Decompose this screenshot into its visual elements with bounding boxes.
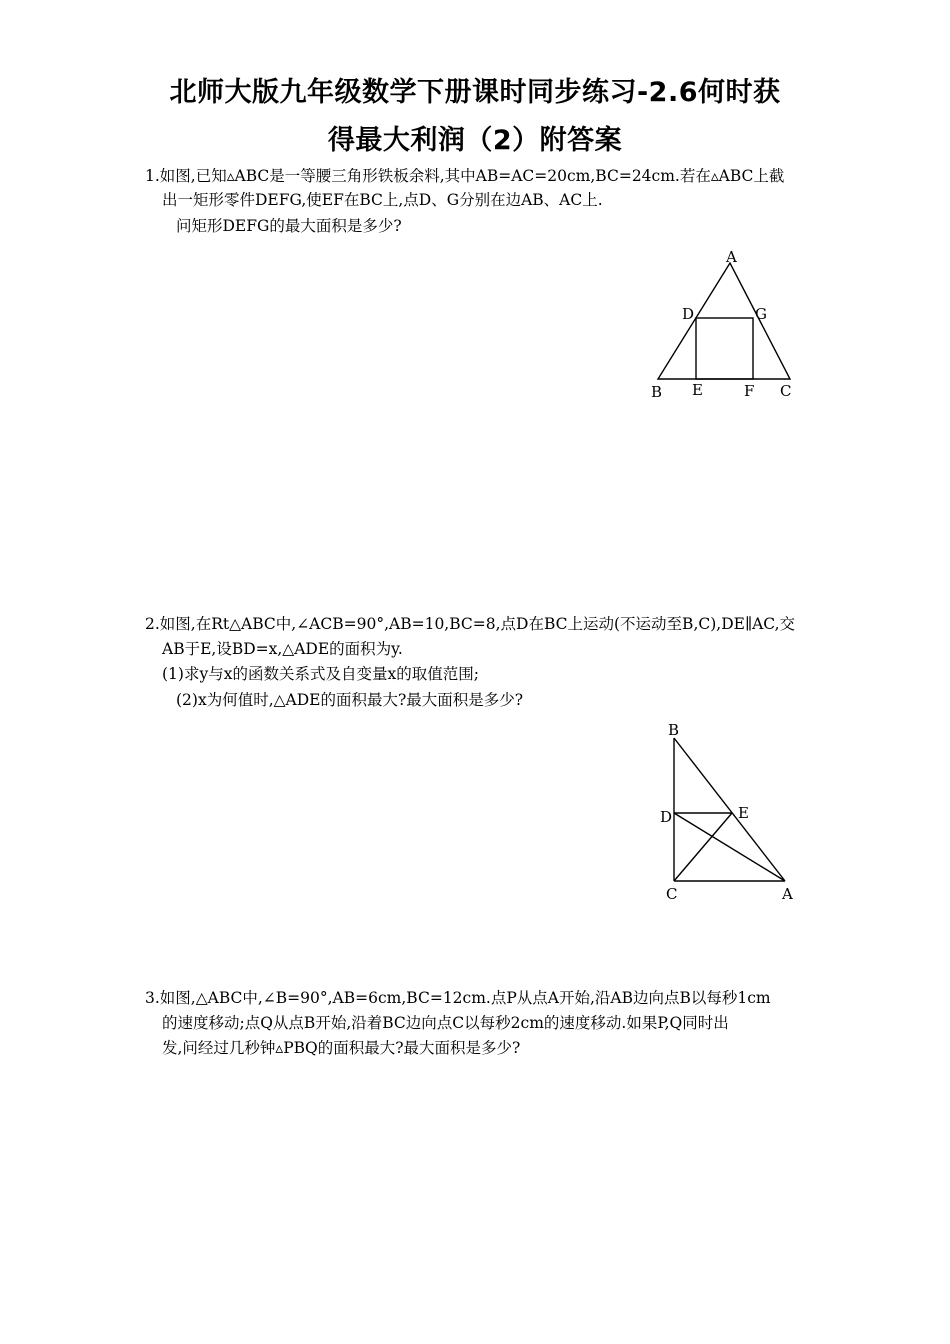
q1-label-c: C [780,382,792,400]
q1-label-e: E [692,381,703,399]
q1-label-d: D [682,305,695,323]
q1-label-f: F [744,382,755,400]
q1-label-g: G [755,305,767,323]
q2-label-a: A [782,885,793,903]
q2-text-line-3: (1)求y与x的函数关系式及自变量x的取值范围; [162,665,479,683]
document-title-line-1: 北师大版九年级数学下册课时同步练习-2.6何时获 [169,77,781,108]
q2-text-line-2: AB于E,设BD=x,△ADE的面积为y. [162,640,403,658]
q1-rectangle-defg [696,318,753,379]
q2-triangle-figure [650,710,810,910]
q2-label-c: C [666,885,678,903]
q2-label-e: E [738,804,749,822]
q1-text-line-2: 出一矩形零件DEFG,使EF在BC上,点D、G分别在边AB、AC上. [162,191,603,209]
q1-label-b: B [651,383,663,401]
document-title-line-2: 得最大利润（2）附答案 [327,125,623,156]
q2-text-line-4: (2)x为何值时,△ADE的面积最大?最大面积是多少? [176,691,524,709]
q2-text-line-1: 2.如图,在Rt△ABC中,∠ACB=90°,AB=10,BC=8,点D在BC上运动(不运动至B,C),DE∥AC,交 [145,615,796,633]
q2-segment-ce [674,813,732,881]
q2-side-ab [674,738,785,881]
q1-text-line-1: 1.如图,已知▵ABC是一等腰三角形铁板余料,其中AB=AC=20cm,BC=24cm.若在▵ABC上截 [145,167,785,185]
q1-triangle-figure [640,240,800,405]
q2-label-b: B [668,721,680,739]
q1-triangle-abc [658,263,790,379]
q1-text-line-3: 问矩形DEFG的最大面积是多少? [176,217,402,235]
q2-label-d: D [660,808,673,826]
q3-text-line-1: 3.如图,△ABC中,∠B=90°,AB=6cm,BC=12cm.点P从点A开始,沿AB边向点B以每秒1cm [145,989,771,1007]
q3-text-line-2: 的速度移动;点Q从点B开始,沿着BC边向点C以每秒2cm的速度移动.如果P,Q同时出 [162,1014,729,1032]
q3-text-line-3: 发,问经过几秒钟▵PBQ的面积最大?最大面积是多少? [162,1039,521,1057]
q1-label-a: A [726,248,737,266]
q2-segment-da [674,813,785,881]
